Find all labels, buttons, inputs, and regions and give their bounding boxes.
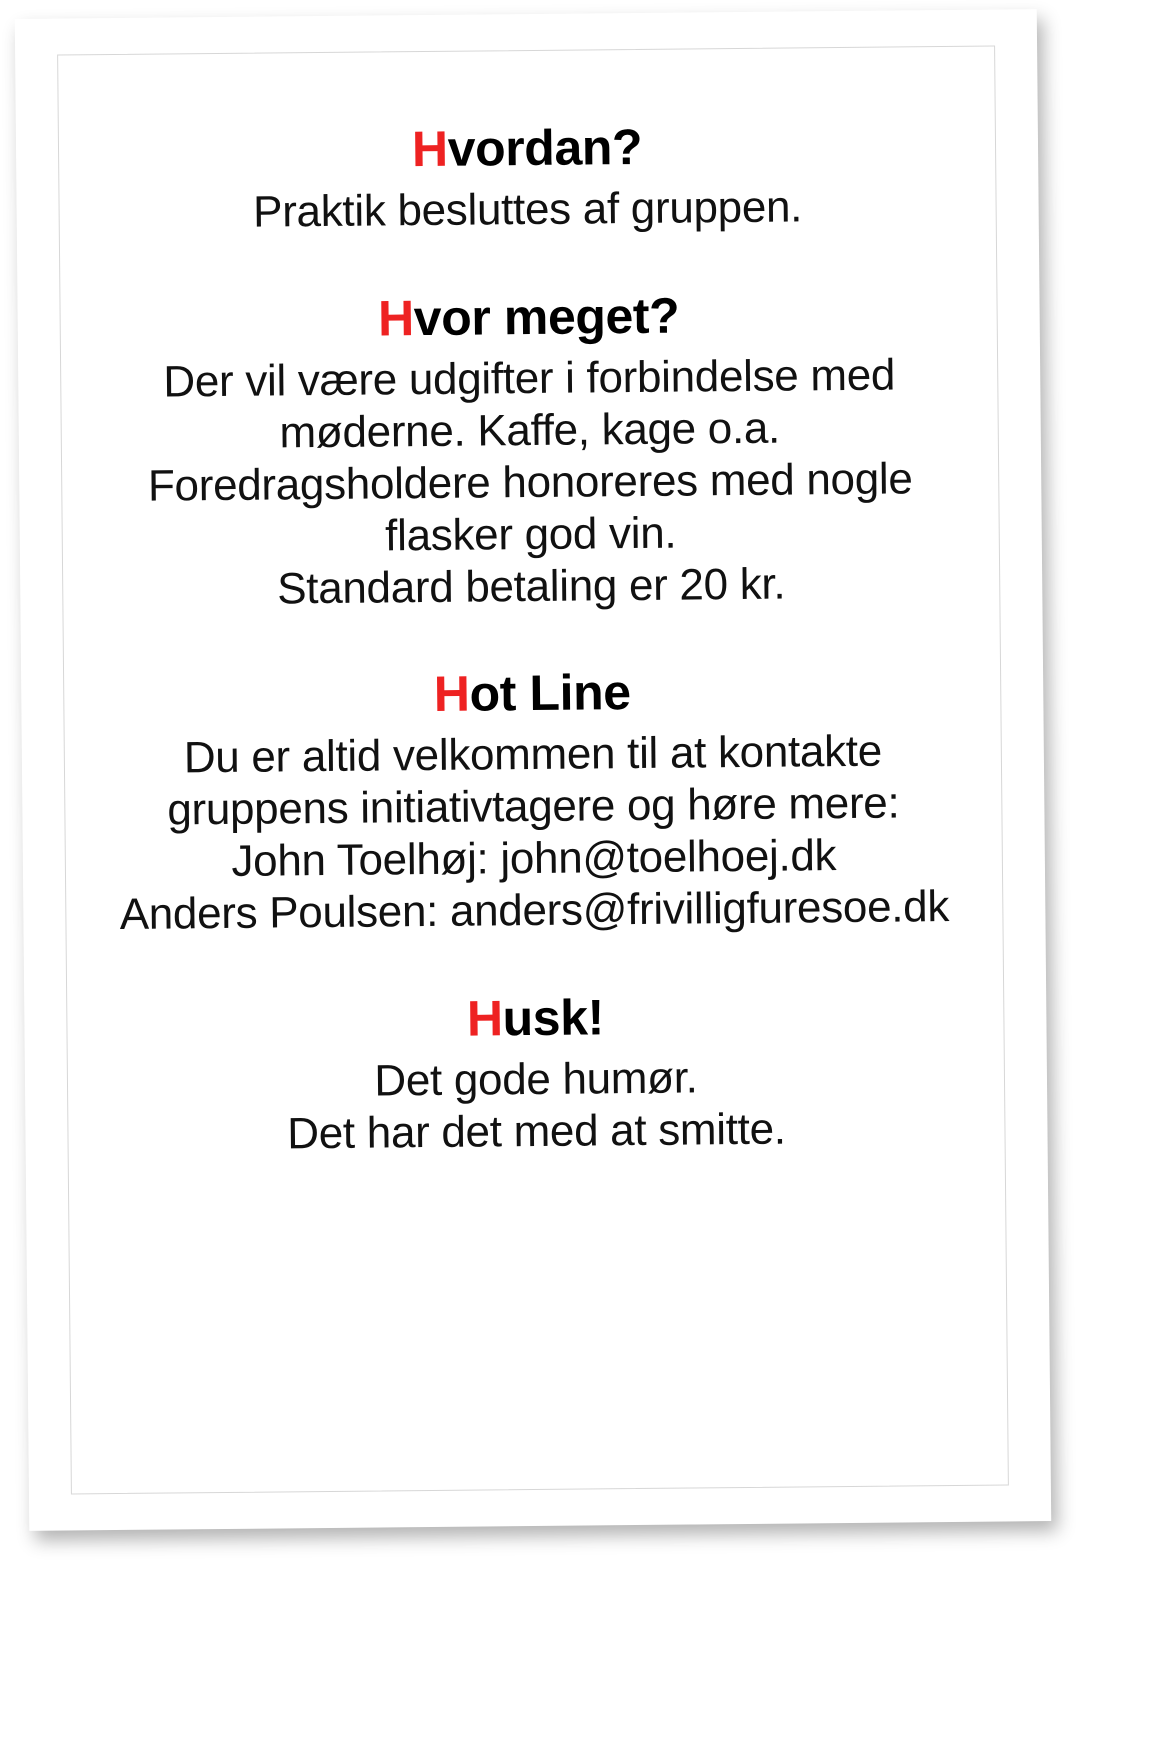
body-line: Foredragsholdere honoreres med nogle (147, 454, 913, 511)
section-husk (81, 985, 991, 1163)
heading-rest: vordan? (447, 118, 643, 177)
section-hvor-meget (74, 284, 985, 617)
body-line: møderne. Kaffe, kage o.a. (279, 403, 781, 458)
section-hvordan (73, 115, 982, 241)
contact-anders: Anders Poulsen: anders@frivilligfuresoe.dk (119, 882, 950, 940)
body-line: Du er altid velkommen til at kontakte (183, 727, 883, 783)
body-line: gruppens initiativtagere og høre mere: (167, 778, 900, 835)
body-line: flasker god vin. (384, 508, 677, 561)
section-heading (81, 985, 990, 1053)
body-line: Det har det med at smitte. (287, 1104, 786, 1159)
body-line: Praktik besluttes af gruppen. (252, 182, 803, 237)
heading-rest: usk! (502, 989, 605, 1047)
poster-frame (57, 46, 1009, 1495)
heading-accent-letter: H (377, 290, 415, 347)
section-heading (78, 660, 987, 728)
heading-accent-letter: H (411, 120, 448, 178)
body-line: Standard betaling er 20 kr. (276, 559, 786, 613)
poster-content (59, 115, 1005, 1163)
body-line: Der vil være udgifter i forbindelse med (163, 350, 896, 407)
heading-accent-letter: H (466, 990, 503, 1047)
section-hot-line (78, 660, 989, 941)
section-heading (74, 284, 983, 352)
poster-card (15, 9, 1051, 1531)
body-line: Det gode humør. (374, 1053, 698, 1106)
contact-john: John Toelhøj: john@toelhoej.dk (231, 831, 837, 887)
section-heading (73, 115, 982, 183)
heading-rest: vor meget? (413, 287, 680, 347)
heading-rest: ot Line (469, 664, 631, 723)
heading-accent-letter: H (433, 666, 470, 723)
